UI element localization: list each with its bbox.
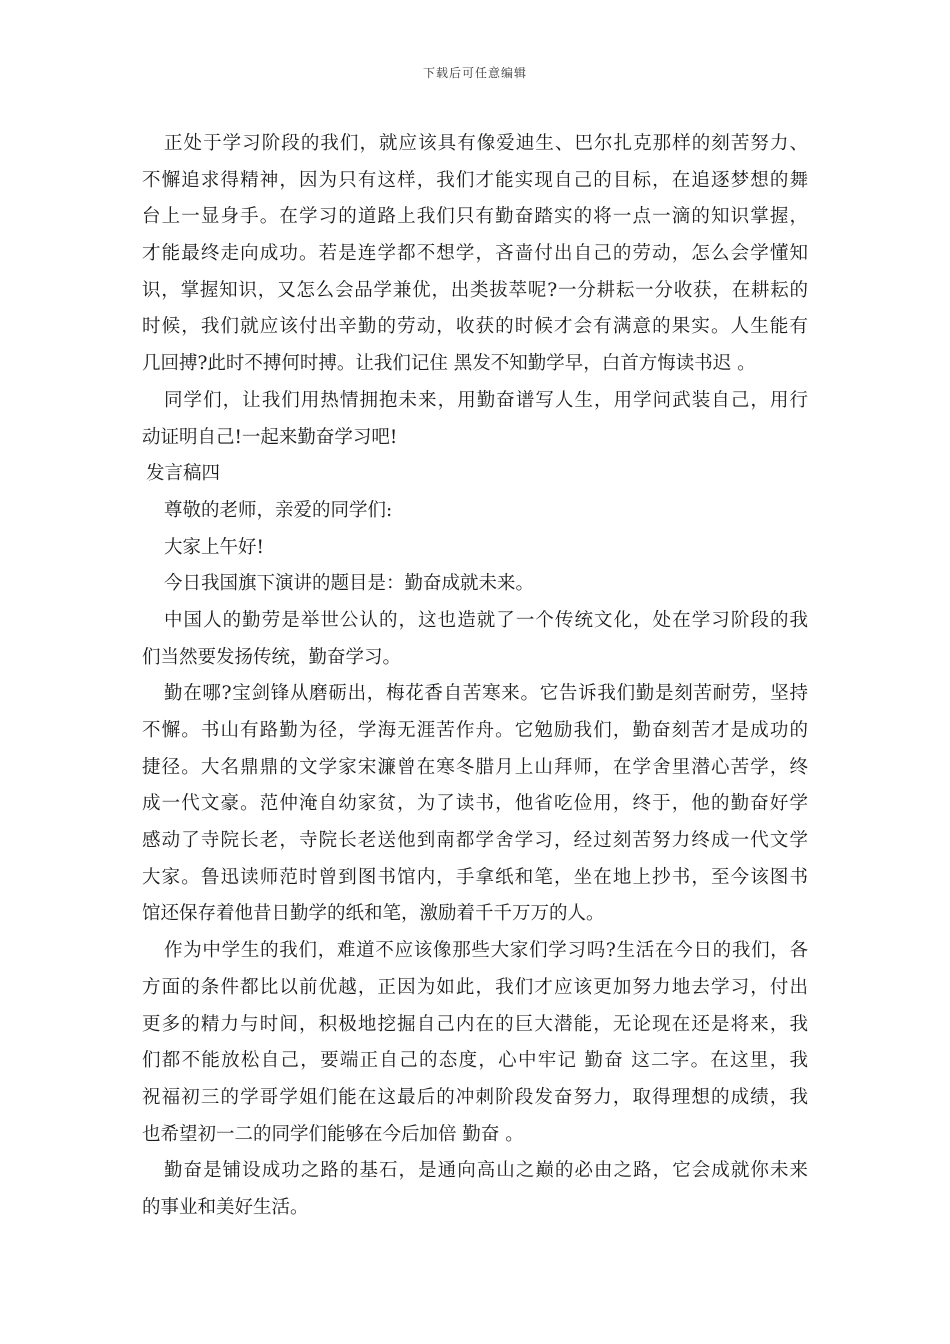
text-line: 作为中学生的我们，难道不应该像那些大家们学习吗?生活在今日的我们，各 <box>164 940 808 962</box>
paragraph <box>142 1153 808 1226</box>
text-line: 更多的精力与时间，积极地挖掘自己内在的巨大潜能，无论现在还是将来，我 <box>142 1013 808 1035</box>
paragraph <box>142 676 808 933</box>
text-line: 大家上午好! <box>164 536 264 558</box>
paragraph <box>142 126 808 383</box>
text-line: 勤在哪?宝剑锋从磨砺出，梅花香自苦寒来。它告诉我们勤是刻苦耐劳，坚持 <box>164 683 808 705</box>
text-line: 中国人的勤劳是举世公认的，这也造就了一个传统文化，处在学习阶段的我 <box>164 609 808 631</box>
greeting <box>142 530 808 567</box>
text-line: 勤奋是铺设成功之路的基石，是通向高山之巅的必由之路，它会成就你未来 <box>164 1160 808 1182</box>
text-line: 同学们，让我们用热情拥抱未来，用勤奋谱写人生，用学问武装自己，用行 <box>164 389 808 411</box>
text-line: 祝福初三的学哥学姐们能在这最后的冲刺阶段发奋努力，取得理想的成绩，我 <box>142 1086 808 1108</box>
paragraph <box>142 933 808 1153</box>
text-line: 才能最终走向成功。若是连学都不想学，吝啬付出自己的劳动，怎么会学懂知 <box>142 243 808 265</box>
text-line: 正处于学习阶段的我们，就应该具有像爱迪生、巴尔扎克那样的刻苦努力、 <box>164 133 808 154</box>
text-line: 的事业和美好生活。 <box>142 1196 309 1218</box>
text-line: 方面的条件都比以前优越，正因为如此，我们才应该更加努力地去学习，付出 <box>142 976 808 998</box>
text-line: 发言稿四 <box>146 463 221 485</box>
text-line: 也希望初一二的同学们能够在今后加倍 勤奋 。 <box>142 1123 524 1145</box>
text-line: 识，掌握知识，又怎么会品学兼优，出类拔萃呢?一分耕耘一分收获，在耕耘的 <box>142 279 808 301</box>
paragraph <box>142 383 808 456</box>
paragraph <box>142 603 808 676</box>
text-line: 时候，我们就应该付出辛勤的劳动，收获的时候才会有满意的果实。人生能有 <box>142 316 808 338</box>
page-header-note: 下载后可任意编辑 <box>422 66 527 80</box>
paragraph <box>142 566 808 603</box>
text-line: 动证明自己!一起来勤奋学习吧! <box>142 426 398 448</box>
text-line: 不懈。书山有路勤为径，学海无涯苦作舟。它勉励我们，勤奋刻苦才是成功的 <box>142 720 808 741</box>
text-line: 不懈追求得精神，因为只有这样，我们才能实现自己的目标，在追逐梦想的舞 <box>142 169 808 191</box>
text-line: 们都不能放松自己，要端正自己的态度，心中牢记 勤奋 这二字。在这里，我 <box>142 1050 808 1072</box>
text-line: 台上一显身手。在学习的道路上我们只有勤奋踏实的将一点一滴的知识掌握， <box>142 206 808 228</box>
text-line: 感动了寺院长老，寺院长老送他到南都学舍学习，经过刻苦努力终成一代文学 <box>142 830 808 852</box>
document-body <box>142 126 808 1227</box>
salutation <box>142 493 808 530</box>
text-line: 馆还保存着他昔日勤学的纸和笔，激励着千千万万的人。 <box>142 903 605 925</box>
text-line: 今日我国旗下演讲的题目是：勤奋成就未来。 <box>164 573 535 595</box>
section-heading <box>142 456 808 493</box>
text-line: 几回搏?此时不搏何时搏。让我们记住 黑发不知勤学早，白首方悔读书迟 。 <box>142 353 756 375</box>
text-line: 捷径。大名鼎鼎的文学家宋濂曾在寒冬腊月上山拜师，在学舍里潜心苦学，终 <box>142 756 808 778</box>
text-line: 们当然要发扬传统，勤奋学习。 <box>142 646 402 668</box>
text-line: 大家。鲁迅读师范时曾到图书馆内，手拿纸和笔，坐在地上抄书，至今该图书 <box>142 866 808 888</box>
text-line: 成一代文豪。范仲淹自幼家贫，为了读书，他省吃俭用，终于，他的勤奋好学 <box>142 793 808 815</box>
text-line: 尊敬的老师，亲爱的同学们: <box>164 499 393 521</box>
